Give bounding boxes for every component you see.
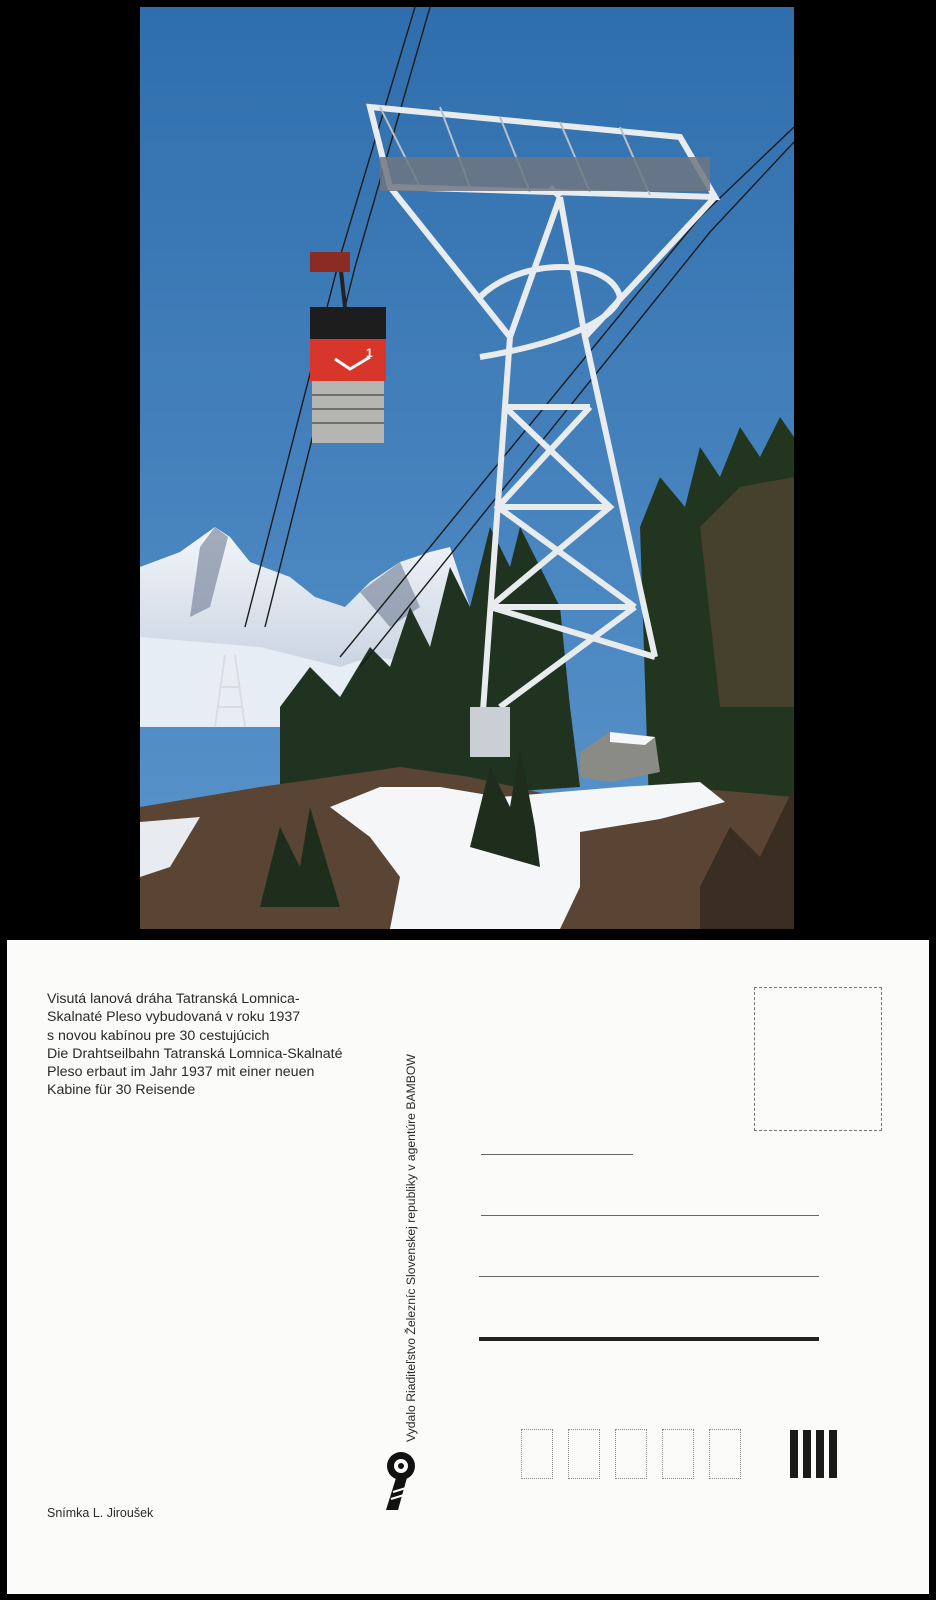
caption-line: Visutá lanová dráha Tatranská Lomnica-: [47, 991, 300, 1007]
postal-code-box[interactable]: [615, 1429, 647, 1479]
caption-line: Skalnaté Pleso vybudovaná v roku 1937: [47, 1009, 301, 1026]
address-line[interactable]: [479, 1276, 819, 1277]
postal-bar: [803, 1430, 811, 1478]
caption: [47, 990, 387, 1100]
postal-code-box[interactable]: [568, 1429, 600, 1479]
caption-line: s novou kabínou pre 30 cestujúcich: [47, 1027, 270, 1044]
postal-code-box[interactable]: [662, 1429, 694, 1479]
caption-line: Kabine für 30 Reisende: [47, 1082, 196, 1099]
postal-bar: [829, 1430, 837, 1478]
postal-code-box[interactable]: [709, 1429, 741, 1479]
caption-line: Pleso erbaut im Jahr 1937 mit einer neuen: [47, 1064, 315, 1081]
caption-line: Die Drahtseilbahn Tatranská Lomnica-Skalnaté: [47, 1045, 343, 1062]
photo-credit: Snímka L. Jiroušek: [47, 1506, 154, 1520]
postal-code-box[interactable]: [521, 1429, 553, 1479]
cable-car-photo-illustration: [140, 7, 794, 929]
postal-bar: [816, 1430, 824, 1478]
postal-bar: [790, 1430, 798, 1478]
address-line[interactable]: [481, 1215, 819, 1216]
publisher-text: Vydalo Riaditeľstvo Železníc Slovenskej republiky v agentúre BAMBOW: [404, 1054, 418, 1442]
postcard-back: [7, 940, 929, 1594]
publisher-logo: [384, 1448, 418, 1512]
address-line[interactable]: [481, 1154, 633, 1155]
cabin-number: 1: [366, 346, 373, 360]
stamp-box: [754, 987, 882, 1131]
postcard-photo: [140, 7, 794, 929]
address-line-bold[interactable]: [479, 1337, 819, 1341]
